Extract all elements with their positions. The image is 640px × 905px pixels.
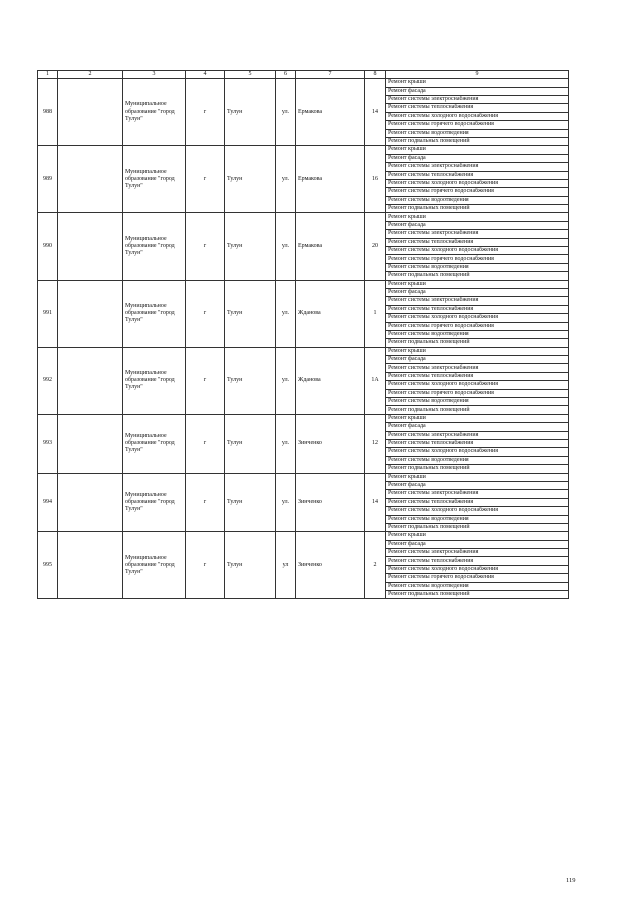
municipality-cell: Муниципальное образование "город Тулун" bbox=[123, 532, 186, 599]
street-cell: Зинченко bbox=[296, 414, 365, 473]
row-number-cell: 988 bbox=[38, 79, 58, 146]
work-item-cell: Ремонт системы теплоснабжения bbox=[386, 104, 569, 112]
table-row bbox=[38, 213, 569, 221]
settlement-cell: Тулун bbox=[225, 280, 276, 347]
work-item-cell: Ремонт системы холодного водоснабжения bbox=[386, 565, 569, 573]
work-item-cell: Ремонт системы холодного водоснабжения bbox=[386, 381, 569, 389]
street-type-cell: ул. bbox=[276, 347, 296, 414]
settlement-type-cell: г bbox=[186, 213, 225, 280]
work-item-cell: Ремонт системы холодного водоснабжения bbox=[386, 448, 569, 456]
work-item-cell: Ремонт системы электроснабжения bbox=[386, 490, 569, 498]
municipality-cell: Муниципальное образование "город Тулун" bbox=[123, 79, 186, 146]
street-cell: Жданова bbox=[296, 347, 365, 414]
work-item-cell: Ремонт подвальных помещений bbox=[386, 272, 569, 280]
street-type-cell: ул. bbox=[276, 280, 296, 347]
work-item-cell: Ремонт системы теплоснабжения bbox=[386, 305, 569, 313]
work-item-cell: Ремонт фасада bbox=[386, 221, 569, 229]
row-number-cell: 989 bbox=[38, 146, 58, 213]
table-row bbox=[38, 280, 569, 288]
street-cell: Жданова bbox=[296, 280, 365, 347]
table-row bbox=[38, 79, 569, 87]
header-cell: 6 bbox=[276, 71, 296, 79]
work-item-cell: Ремонт крыши bbox=[386, 414, 569, 422]
row-number-cell: 992 bbox=[38, 347, 58, 414]
work-item-cell: Ремонт системы электроснабжения bbox=[386, 163, 569, 171]
work-item-cell: Ремонт системы холодного водоснабжения bbox=[386, 112, 569, 120]
header-cell: 4 bbox=[186, 71, 225, 79]
header-cell: 7 bbox=[296, 71, 365, 79]
work-item-cell: Ремонт системы горячего водоснабжения bbox=[386, 255, 569, 263]
table-row bbox=[38, 414, 569, 422]
work-item-cell: Ремонт фасада bbox=[386, 87, 569, 95]
work-item-cell: Ремонт системы теплоснабжения bbox=[386, 557, 569, 565]
work-item-cell: Ремонт системы холодного водоснабжения bbox=[386, 507, 569, 515]
empty-cell bbox=[58, 532, 123, 599]
work-item-cell: Ремонт системы электроснабжения bbox=[386, 95, 569, 103]
work-item-cell: Ремонт системы горячего водоснабжения bbox=[386, 188, 569, 196]
municipality-cell: Муниципальное образование "город Тулун" bbox=[123, 414, 186, 473]
work-item-cell: Ремонт системы теплоснабжения bbox=[386, 440, 569, 448]
work-item-cell: Ремонт подвальных помещений bbox=[386, 591, 569, 599]
house-number-cell: 16 bbox=[365, 146, 386, 213]
work-item-cell: Ремонт системы водоотведения bbox=[386, 263, 569, 271]
work-item-cell: Ремонт системы горячего водоснабжения bbox=[386, 574, 569, 582]
table-row bbox=[38, 347, 569, 355]
work-item-cell: Ремонт системы холодного водоснабжения bbox=[386, 247, 569, 255]
work-item-cell: Ремонт системы водоотведения bbox=[386, 196, 569, 204]
work-item-cell: Ремонт системы водоотведения bbox=[386, 582, 569, 590]
settlement-cell: Тулун bbox=[225, 347, 276, 414]
work-item-cell: Ремонт фасада bbox=[386, 288, 569, 296]
street-cell: Зинченко bbox=[296, 473, 365, 532]
work-item-cell: Ремонт системы горячего водоснабжения bbox=[386, 389, 569, 397]
municipality-cell: Муниципальное образование "город Тулун" bbox=[123, 347, 186, 414]
house-number-cell: 14 bbox=[365, 473, 386, 532]
empty-cell bbox=[58, 414, 123, 473]
street-type-cell: ул. bbox=[276, 414, 296, 473]
settlement-cell: Тулун bbox=[225, 79, 276, 146]
address-work-table bbox=[37, 70, 569, 599]
street-type-cell: ул. bbox=[276, 473, 296, 532]
header-cell: 8 bbox=[365, 71, 386, 79]
table-header bbox=[38, 71, 569, 79]
empty-cell bbox=[58, 146, 123, 213]
row-number-cell: 991 bbox=[38, 280, 58, 347]
header-cell: 2 bbox=[58, 71, 123, 79]
settlement-cell: Тулун bbox=[225, 414, 276, 473]
work-item-cell: Ремонт фасада bbox=[386, 540, 569, 548]
empty-cell bbox=[58, 473, 123, 532]
street-cell: Ермакова bbox=[296, 213, 365, 280]
settlement-cell: Тулун bbox=[225, 146, 276, 213]
work-item-cell: Ремонт системы водоотведения bbox=[386, 129, 569, 137]
work-item-cell: Ремонт системы водоотведения bbox=[386, 515, 569, 523]
row-number-cell: 995 bbox=[38, 532, 58, 599]
page-number: 119 bbox=[566, 877, 576, 884]
header-row bbox=[38, 71, 569, 79]
street-type-cell: ул. bbox=[276, 79, 296, 146]
municipality-cell: Муниципальное образование "город Тулун" bbox=[123, 473, 186, 532]
work-item-cell: Ремонт системы электроснабжения bbox=[386, 549, 569, 557]
settlement-type-cell: г bbox=[186, 347, 225, 414]
row-number-cell: 990 bbox=[38, 213, 58, 280]
table-row bbox=[38, 146, 569, 154]
work-item-cell: Ремонт системы теплоснабжения bbox=[386, 372, 569, 380]
table-row bbox=[38, 532, 569, 540]
work-item-cell: Ремонт подвальных помещений bbox=[386, 137, 569, 145]
work-item-cell: Ремонт крыши bbox=[386, 280, 569, 288]
empty-cell bbox=[58, 79, 123, 146]
work-item-cell: Ремонт подвальных помещений bbox=[386, 205, 569, 213]
work-item-cell: Ремонт крыши bbox=[386, 532, 569, 540]
table-row bbox=[38, 473, 569, 481]
work-item-cell: Ремонт системы электроснабжения bbox=[386, 364, 569, 372]
work-item-cell: Ремонт крыши bbox=[386, 347, 569, 355]
work-item-cell: Ремонт фасада bbox=[386, 356, 569, 364]
header-cell: 3 bbox=[123, 71, 186, 79]
work-item-cell: Ремонт системы теплоснабжения bbox=[386, 498, 569, 506]
house-number-cell: 1А bbox=[365, 347, 386, 414]
empty-cell bbox=[58, 280, 123, 347]
settlement-type-cell: г bbox=[186, 532, 225, 599]
settlement-type-cell: г bbox=[186, 414, 225, 473]
municipality-cell: Муниципальное образование "город Тулун" bbox=[123, 146, 186, 213]
work-item-cell: Ремонт системы водоотведения bbox=[386, 398, 569, 406]
house-number-cell: 14 bbox=[365, 79, 386, 146]
work-item-cell: Ремонт системы холодного водоснабжения bbox=[386, 314, 569, 322]
street-type-cell: ул. bbox=[276, 146, 296, 213]
settlement-type-cell: г bbox=[186, 473, 225, 532]
header-cell: 1 bbox=[38, 71, 58, 79]
work-item-cell: Ремонт крыши bbox=[386, 473, 569, 481]
municipality-cell: Муниципальное образование "город Тулун" bbox=[123, 213, 186, 280]
settlement-cell: Тулун bbox=[225, 532, 276, 599]
work-item-cell: Ремонт крыши bbox=[386, 79, 569, 87]
settlement-cell: Тулун bbox=[225, 213, 276, 280]
work-item-cell: Ремонт подвальных помещений bbox=[386, 465, 569, 473]
work-item-cell: Ремонт фасада bbox=[386, 423, 569, 431]
work-item-cell: Ремонт системы электроснабжения bbox=[386, 230, 569, 238]
work-item-cell: Ремонт подвальных помещений bbox=[386, 523, 569, 531]
house-number-cell: 20 bbox=[365, 213, 386, 280]
work-item-cell: Ремонт подвальных помещений bbox=[386, 339, 569, 347]
work-item-cell: Ремонт системы теплоснабжения bbox=[386, 171, 569, 179]
street-cell: Ермакова bbox=[296, 146, 365, 213]
row-number-cell: 993 bbox=[38, 414, 58, 473]
street-type-cell: ул. bbox=[276, 213, 296, 280]
row-number-cell: 994 bbox=[38, 473, 58, 532]
empty-cell bbox=[58, 347, 123, 414]
work-item-cell: Ремонт системы электроснабжения bbox=[386, 431, 569, 439]
work-item-cell: Ремонт системы электроснабжения bbox=[386, 297, 569, 305]
house-number-cell: 1 bbox=[365, 280, 386, 347]
house-number-cell: 2 bbox=[365, 532, 386, 599]
work-item-cell: Ремонт крыши bbox=[386, 146, 569, 154]
settlement-type-cell: г bbox=[186, 146, 225, 213]
work-item-cell: Ремонт системы горячего водоснабжения bbox=[386, 322, 569, 330]
work-item-cell: Ремонт системы водоотведения bbox=[386, 456, 569, 464]
work-item-cell: Ремонт системы горячего водоснабжения bbox=[386, 121, 569, 129]
work-item-cell: Ремонт системы водоотведения bbox=[386, 330, 569, 338]
work-item-cell: Ремонт фасада bbox=[386, 154, 569, 162]
work-item-cell: Ремонт системы холодного водоснабжения bbox=[386, 179, 569, 187]
work-item-cell: Ремонт системы теплоснабжения bbox=[386, 238, 569, 246]
work-item-cell: Ремонт подвальных помещений bbox=[386, 406, 569, 414]
house-number-cell: 12 bbox=[365, 414, 386, 473]
work-item-cell: Ремонт фасада bbox=[386, 481, 569, 489]
work-item-cell: Ремонт крыши bbox=[386, 213, 569, 221]
header-cell: 5 bbox=[225, 71, 276, 79]
settlement-type-cell: г bbox=[186, 280, 225, 347]
street-type-cell: ул bbox=[276, 532, 296, 599]
table-body bbox=[38, 79, 569, 599]
header-cell: 9 bbox=[386, 71, 569, 79]
street-cell: Ермакова bbox=[296, 79, 365, 146]
settlement-type-cell: г bbox=[186, 79, 225, 146]
municipality-cell: Муниципальное образование "город Тулун" bbox=[123, 280, 186, 347]
empty-cell bbox=[58, 213, 123, 280]
street-cell: Зинченко bbox=[296, 532, 365, 599]
settlement-cell: Тулун bbox=[225, 473, 276, 532]
